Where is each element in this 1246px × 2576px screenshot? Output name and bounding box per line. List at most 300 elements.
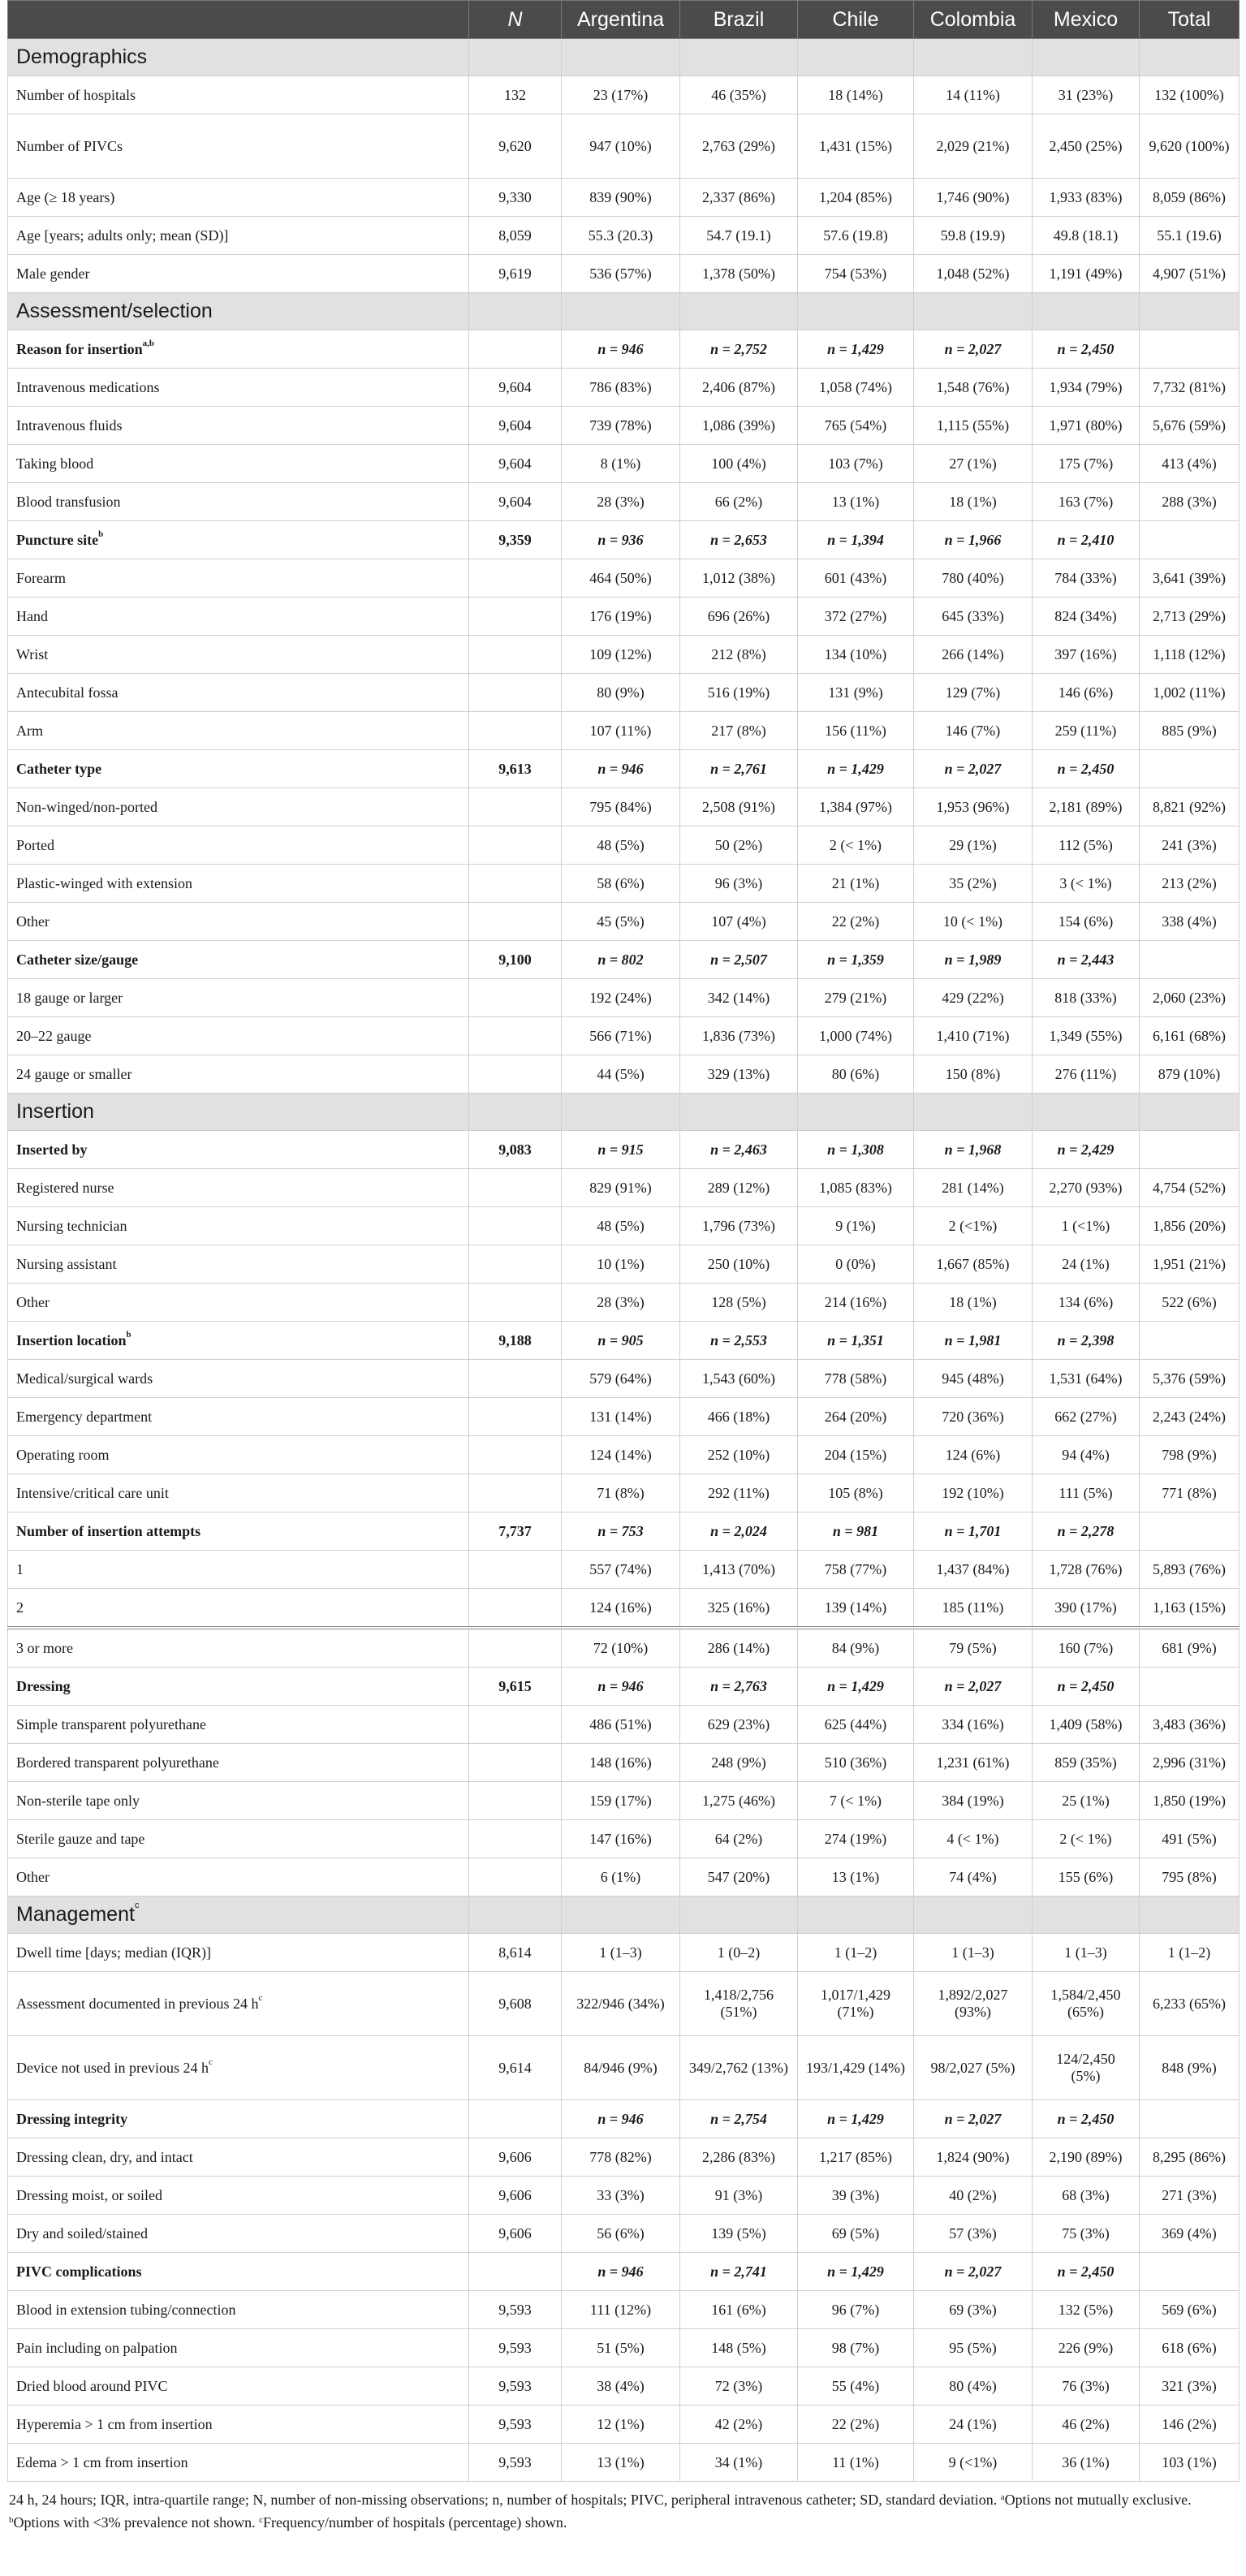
value-cell: 80 (9%): [562, 674, 680, 712]
value-cell: 185 (11%): [914, 1589, 1033, 1629]
value-cell: 75 (3%): [1033, 2215, 1140, 2253]
n-cell: [469, 826, 562, 865]
table-row: [8, 1169, 1240, 1207]
value-cell: 8,059 (86%): [1140, 179, 1240, 217]
value-cell: 1,667 (85%): [914, 1245, 1033, 1284]
value-cell: 579 (64%): [562, 1360, 680, 1398]
value-cell: 84/946 (9%): [562, 2036, 680, 2100]
value-cell: n = 802: [562, 941, 680, 979]
section-title-text: Insertion: [16, 1100, 94, 1123]
row-label: [8, 636, 469, 674]
row-label: [8, 330, 469, 369]
value-cell: 429 (22%): [914, 979, 1033, 1017]
value-cell: 1,410 (71%): [914, 1017, 1033, 1055]
section-empty-cell: [1140, 1896, 1240, 1934]
n-cell: [469, 598, 562, 636]
row-label: [8, 1628, 469, 1668]
section-empty-cell: [914, 1094, 1033, 1131]
value-cell: 107 (11%): [562, 712, 680, 750]
value-cell: 34 (1%): [680, 2444, 798, 2482]
footnote-marker: b: [98, 529, 104, 539]
value-cell: 334 (16%): [914, 1706, 1033, 1744]
section-title-text: Demographics: [16, 45, 148, 68]
value-cell: 1 (1–2): [798, 1934, 914, 1972]
row-label: [8, 941, 469, 979]
value-cell: 204 (15%): [798, 1436, 914, 1474]
n-cell: [469, 788, 562, 826]
value-cell: 9,620 (100%): [1140, 114, 1240, 179]
value-cell: n = 2,752: [680, 330, 798, 369]
n-cell: 9,330: [469, 179, 562, 217]
value-cell: 248 (9%): [680, 1744, 798, 1782]
row-label: [8, 407, 469, 445]
n-cell: 9,593: [469, 2367, 562, 2406]
row-label: [8, 2177, 469, 2215]
value-cell: 25 (1%): [1033, 1782, 1140, 1820]
value-cell: 338 (4%): [1140, 903, 1240, 941]
table-row: [8, 407, 1240, 445]
row-label-text: Operating room: [16, 1446, 110, 1463]
row-label-text: Registered nurse: [16, 1179, 114, 1196]
row-label-text: Male gender: [16, 265, 90, 282]
row-label: [8, 1360, 469, 1398]
value-cell: 1 (1–3): [562, 1934, 680, 1972]
value-cell: 98/2,027 (5%): [914, 2036, 1033, 2100]
value-cell: 50 (2%): [680, 826, 798, 865]
value-cell: 271 (3%): [1140, 2177, 1240, 2215]
value-cell: 1,746 (90%): [914, 179, 1033, 217]
table-row: [8, 2138, 1240, 2177]
value-cell: 72 (10%): [562, 1628, 680, 1668]
row-label: [8, 2444, 469, 2482]
footnote-marker: a,b: [142, 338, 155, 348]
value-cell: 322/946 (34%): [562, 1972, 680, 2036]
value-cell: 131 (9%): [798, 674, 914, 712]
table-row: [8, 2367, 1240, 2406]
value-cell: n = 1,394: [798, 521, 914, 559]
table-row: [8, 865, 1240, 903]
value-cell: 66 (2%): [680, 483, 798, 521]
value-cell: 2,508 (91%): [680, 788, 798, 826]
row-label-text: Simple transparent polyurethane: [16, 1715, 206, 1732]
row-label-text: Number of hospitals: [16, 86, 136, 103]
subheader-row: [8, 1322, 1240, 1360]
n-cell: 9,614: [469, 2036, 562, 2100]
n-cell: 9,619: [469, 255, 562, 293]
value-cell: 264 (20%): [798, 1398, 914, 1436]
row-label: [8, 559, 469, 598]
value-cell: 1,048 (52%): [914, 255, 1033, 293]
value-cell: 784 (33%): [1033, 559, 1140, 598]
value-cell: 124 (6%): [914, 1436, 1033, 1474]
subheader-row: [8, 750, 1240, 788]
value-cell: 55.1 (19.6): [1140, 217, 1240, 255]
value-cell: 39 (3%): [798, 2177, 914, 2215]
row-label: [8, 826, 469, 865]
table-row: [8, 1782, 1240, 1820]
value-cell: 1,115 (55%): [914, 407, 1033, 445]
value-cell: 795 (84%): [562, 788, 680, 826]
value-cell: 161 (6%): [680, 2291, 798, 2329]
value-cell: 279 (21%): [798, 979, 914, 1017]
subheader-row: [8, 2100, 1240, 2138]
value-cell: 289 (12%): [680, 1169, 798, 1207]
header-cell-brazil: Brazil: [680, 1, 798, 39]
value-cell: 13 (1%): [798, 1858, 914, 1896]
value-cell: 2,270 (93%): [1033, 1169, 1140, 1207]
value-cell: 569 (6%): [1140, 2291, 1240, 2329]
section-empty-cell: [1033, 1094, 1140, 1131]
value-cell: n = 946: [562, 750, 680, 788]
row-label: [8, 2329, 469, 2367]
value-cell: 250 (10%): [680, 1245, 798, 1284]
table-body: [8, 39, 1240, 2482]
value-cell: 1 (0–2): [680, 1934, 798, 1972]
value-cell: 148 (16%): [562, 1744, 680, 1782]
n-cell: [469, 1589, 562, 1629]
value-cell: 146 (6%): [1033, 674, 1140, 712]
value-cell: 35 (2%): [914, 865, 1033, 903]
value-cell: 390 (17%): [1033, 1589, 1140, 1629]
value-cell: 148 (5%): [680, 2329, 798, 2367]
n-cell: 9,593: [469, 2291, 562, 2329]
value-cell: 64 (2%): [680, 1820, 798, 1858]
row-label-text: 20–22 gauge: [16, 1027, 92, 1044]
value-cell: 1,163 (15%): [1140, 1589, 1240, 1629]
table-row: [8, 1551, 1240, 1589]
table-row: [8, 979, 1240, 1017]
table-row: [8, 1934, 1240, 1972]
value-cell: 397 (16%): [1033, 636, 1140, 674]
value-cell: 139 (14%): [798, 1589, 914, 1629]
value-cell: 286 (14%): [680, 1628, 798, 1668]
value-cell: 192 (10%): [914, 1474, 1033, 1512]
value-cell: 491 (5%): [1140, 1820, 1240, 1858]
row-label: [8, 1322, 469, 1360]
section-empty-cell: [469, 1094, 562, 1131]
n-cell: 8,059: [469, 217, 562, 255]
value-cell: 758 (77%): [798, 1551, 914, 1589]
section-empty-cell: [1033, 293, 1140, 330]
header-cell-chile: Chile: [798, 1, 914, 39]
value-cell: 139 (5%): [680, 2215, 798, 2253]
value-cell: 464 (50%): [562, 559, 680, 598]
section-empty-cell: [798, 1896, 914, 1934]
value-cell: 281 (14%): [914, 1169, 1033, 1207]
value-cell: 276 (11%): [1033, 1055, 1140, 1094]
table-row: [8, 2406, 1240, 2444]
row-label-text: Medical/surgical wards: [16, 1370, 153, 1387]
value-cell: 8 (1%): [562, 445, 680, 483]
row-label: [8, 674, 469, 712]
footnote-marker: c: [258, 1992, 263, 2003]
value-cell: 9 (<1%): [914, 2444, 1033, 2482]
n-cell: [469, 1782, 562, 1820]
footnote-mark-c: c: [259, 2515, 263, 2525]
value-cell: n = 1,429: [798, 2100, 914, 2138]
value-cell: 1,824 (90%): [914, 2138, 1033, 2177]
value-cell: 342 (14%): [680, 979, 798, 1017]
row-label-text: Pain including on palpation: [16, 2339, 178, 2356]
section-empty-cell: [1140, 39, 1240, 76]
value-cell: 48 (5%): [562, 1207, 680, 1245]
row-label: [8, 1782, 469, 1820]
section-empty-cell: [798, 39, 914, 76]
row-label-text: Catheter size/gauge: [16, 951, 139, 968]
row-label-text: Dressing clean, dry, and intact: [16, 2148, 193, 2165]
value-cell: 28 (3%): [562, 483, 680, 521]
value-cell: 49.8 (18.1): [1033, 217, 1140, 255]
value-cell: 103 (1%): [1140, 2444, 1240, 2482]
value-cell: 40 (2%): [914, 2177, 1033, 2215]
value-cell: 1,409 (58%): [1033, 1706, 1140, 1744]
n-cell: [469, 1706, 562, 1744]
row-label-text: Emergency department: [16, 1408, 153, 1425]
value-cell: n = 2,450: [1033, 1668, 1140, 1706]
value-cell: n = 936: [562, 521, 680, 559]
value-cell: 80 (6%): [798, 1055, 914, 1094]
value-cell: 69 (5%): [798, 2215, 914, 2253]
value-cell: 54.7 (19.1): [680, 217, 798, 255]
value-cell: 46 (2%): [1033, 2406, 1140, 2444]
row-label-text: Plastic-winged with extension: [16, 874, 192, 891]
value-cell: 132 (100%): [1140, 76, 1240, 114]
value-cell: 2 (<1%): [914, 1207, 1033, 1245]
row-label-text: Forearm: [16, 569, 66, 586]
value-cell: 24 (1%): [914, 2406, 1033, 2444]
table-row: [8, 712, 1240, 750]
table-row: [8, 2291, 1240, 2329]
value-cell: n = 1,429: [798, 750, 914, 788]
row-label: [8, 1474, 469, 1512]
row-label-text: Dressing integrity: [16, 2110, 128, 2127]
value-cell: n = 2,398: [1033, 1322, 1140, 1360]
n-cell: 9,606: [469, 2215, 562, 2253]
section-row: [8, 39, 1240, 76]
row-label-text: Other: [16, 1293, 50, 1310]
value-cell: 829 (91%): [562, 1169, 680, 1207]
value-cell: 156 (11%): [798, 712, 914, 750]
section-row: [8, 1094, 1240, 1131]
value-cell: n = 2,027: [914, 2253, 1033, 2291]
row-label-text: Inserted by: [16, 1141, 88, 1158]
section-empty-cell: [1140, 1094, 1240, 1131]
table-header-row: [8, 1, 1240, 39]
row-label: [8, 76, 469, 114]
row-label-text: Puncture site: [16, 531, 99, 548]
value-cell: n = 1,359: [798, 941, 914, 979]
value-cell: 1,892/2,027 (93%): [914, 1972, 1033, 2036]
value-cell: n = 1,351: [798, 1322, 914, 1360]
value-cell: [1140, 330, 1240, 369]
row-label-text: Hand: [16, 607, 48, 624]
value-cell: 57.6 (19.8): [798, 217, 914, 255]
n-cell: 9,606: [469, 2138, 562, 2177]
section-empty-cell: [680, 1896, 798, 1934]
value-cell: n = 2,027: [914, 330, 1033, 369]
section-title: [8, 1094, 469, 1131]
row-label: [8, 2367, 469, 2406]
value-cell: n = 1,701: [914, 1512, 1033, 1551]
n-cell: 9,613: [469, 750, 562, 788]
row-label: [8, 2215, 469, 2253]
value-cell: 696 (26%): [680, 598, 798, 636]
row-label: [8, 788, 469, 826]
row-label: [8, 1169, 469, 1207]
value-cell: 1,934 (79%): [1033, 369, 1140, 407]
value-cell: 1,431 (15%): [798, 114, 914, 179]
row-label: [8, 1744, 469, 1782]
row-label-text: Catheter type: [16, 760, 102, 777]
value-cell: n = 1,429: [798, 330, 914, 369]
value-cell: n = 2,507: [680, 941, 798, 979]
row-label: [8, 1017, 469, 1055]
n-cell: [469, 1858, 562, 1896]
footnote-marker: c: [208, 2056, 213, 2067]
row-label-text: Other: [16, 1868, 50, 1885]
value-cell: 95 (5%): [914, 2329, 1033, 2367]
value-cell: 241 (3%): [1140, 826, 1240, 865]
n-cell: 132: [469, 76, 562, 114]
row-label-text: Blood transfusion: [16, 493, 121, 510]
n-cell: 9,188: [469, 1322, 562, 1360]
table-row: [8, 1820, 1240, 1858]
value-cell: 329 (13%): [680, 1055, 798, 1094]
value-cell: 1,191 (49%): [1033, 255, 1140, 293]
value-cell: 557 (74%): [562, 1551, 680, 1589]
table-row: [8, 2329, 1240, 2367]
value-cell: 1,012 (38%): [680, 559, 798, 598]
value-cell: 266 (14%): [914, 636, 1033, 674]
value-cell: n = 946: [562, 1668, 680, 1706]
value-cell: 42 (2%): [680, 2406, 798, 2444]
table-row: [8, 1436, 1240, 1474]
value-cell: 1 (<1%): [1033, 1207, 1140, 1245]
value-cell: 1 (1–3): [914, 1934, 1033, 1972]
row-label: [8, 217, 469, 255]
value-cell: 2,181 (89%): [1033, 788, 1140, 826]
row-label-text: 1: [16, 1560, 24, 1577]
value-cell: 111 (12%): [562, 2291, 680, 2329]
value-cell: 68 (3%): [1033, 2177, 1140, 2215]
value-cell: 129 (7%): [914, 674, 1033, 712]
value-cell: n = 2,450: [1033, 2253, 1140, 2291]
subheader-row: [8, 941, 1240, 979]
value-cell: 59.8 (19.9): [914, 217, 1033, 255]
value-cell: 27 (1%): [914, 445, 1033, 483]
value-cell: 28 (3%): [562, 1284, 680, 1322]
value-cell: 4 (< 1%): [914, 1820, 1033, 1858]
value-cell: 103 (7%): [798, 445, 914, 483]
n-cell: 9,604: [469, 407, 562, 445]
row-label: [8, 1820, 469, 1858]
value-cell: 1,548 (76%): [914, 369, 1033, 407]
section-title: [8, 1896, 469, 1934]
n-cell: [469, 1284, 562, 1322]
value-cell: n = 1,981: [914, 1322, 1033, 1360]
footnote-mark-b: b: [9, 2515, 14, 2525]
row-label-text: Number of PIVCs: [16, 137, 123, 154]
value-cell: 98 (7%): [798, 2329, 914, 2367]
header-cell: [8, 1, 469, 39]
row-label-text: 24 gauge or smaller: [16, 1065, 132, 1082]
row-label-text: Sterile gauze and tape: [16, 1830, 145, 1847]
value-cell: [1140, 521, 1240, 559]
n-cell: [469, 979, 562, 1017]
value-cell: 55.3 (20.3): [562, 217, 680, 255]
value-cell: 349/2,762 (13%): [680, 2036, 798, 2100]
value-cell: 3,641 (39%): [1140, 559, 1240, 598]
table-row: [8, 1284, 1240, 1322]
row-label: [8, 2253, 469, 2291]
n-cell: [469, 1820, 562, 1858]
value-cell: 516 (19%): [680, 674, 798, 712]
row-label: [8, 979, 469, 1017]
value-cell: 3 (< 1%): [1033, 865, 1140, 903]
value-cell: 22 (2%): [798, 903, 914, 941]
table-row: [8, 255, 1240, 293]
row-label-text: Ported: [16, 836, 54, 853]
value-cell: 1,275 (46%): [680, 1782, 798, 1820]
table-row: [8, 598, 1240, 636]
value-cell: [1140, 1668, 1240, 1706]
value-cell: 629 (23%): [680, 1706, 798, 1744]
value-cell: 9 (1%): [798, 1207, 914, 1245]
value-cell: 134 (10%): [798, 636, 914, 674]
value-cell: 885 (9%): [1140, 712, 1240, 750]
section-empty-cell: [1140, 293, 1240, 330]
value-cell: 2,337 (86%): [680, 179, 798, 217]
value-cell: n = 2,450: [1033, 2100, 1140, 2138]
n-cell: [469, 2100, 562, 2138]
row-label: [8, 2036, 469, 2100]
value-cell: 1,017/1,429 (71%): [798, 1972, 914, 2036]
value-cell: 292 (11%): [680, 1474, 798, 1512]
value-cell: 1,002 (11%): [1140, 674, 1240, 712]
value-cell: 2,406 (87%): [680, 369, 798, 407]
value-cell: 5,893 (76%): [1140, 1551, 1240, 1589]
value-cell: 14 (11%): [914, 76, 1033, 114]
value-cell: 163 (7%): [1033, 483, 1140, 521]
row-label: [8, 2406, 469, 2444]
n-cell: [469, 1551, 562, 1589]
value-cell: 58 (6%): [562, 865, 680, 903]
row-label: [8, 598, 469, 636]
value-cell: 4,754 (52%): [1140, 1169, 1240, 1207]
value-cell: 57 (3%): [914, 2215, 1033, 2253]
row-label-text: Dried blood around PIVC: [16, 2377, 168, 2394]
value-cell: 754 (53%): [798, 255, 914, 293]
footnote-mark-a: a: [1000, 2492, 1005, 2502]
row-label: [8, 1055, 469, 1094]
row-label-text: Dressing: [16, 1677, 71, 1694]
value-cell: 369 (4%): [1140, 2215, 1240, 2253]
value-cell: 159 (17%): [562, 1782, 680, 1820]
value-cell: 7 (< 1%): [798, 1782, 914, 1820]
value-cell: 325 (16%): [680, 1589, 798, 1629]
value-cell: 10 (< 1%): [914, 903, 1033, 941]
value-cell: 486 (51%): [562, 1706, 680, 1744]
table-row: [8, 217, 1240, 255]
n-cell: 9,593: [469, 2406, 562, 2444]
value-cell: n = 905: [562, 1322, 680, 1360]
value-cell: 6,161 (68%): [1140, 1017, 1240, 1055]
value-cell: n = 1,989: [914, 941, 1033, 979]
row-label: [8, 445, 469, 483]
value-cell: 128 (5%): [680, 1284, 798, 1322]
table-row: [8, 826, 1240, 865]
table-row: [8, 1055, 1240, 1094]
